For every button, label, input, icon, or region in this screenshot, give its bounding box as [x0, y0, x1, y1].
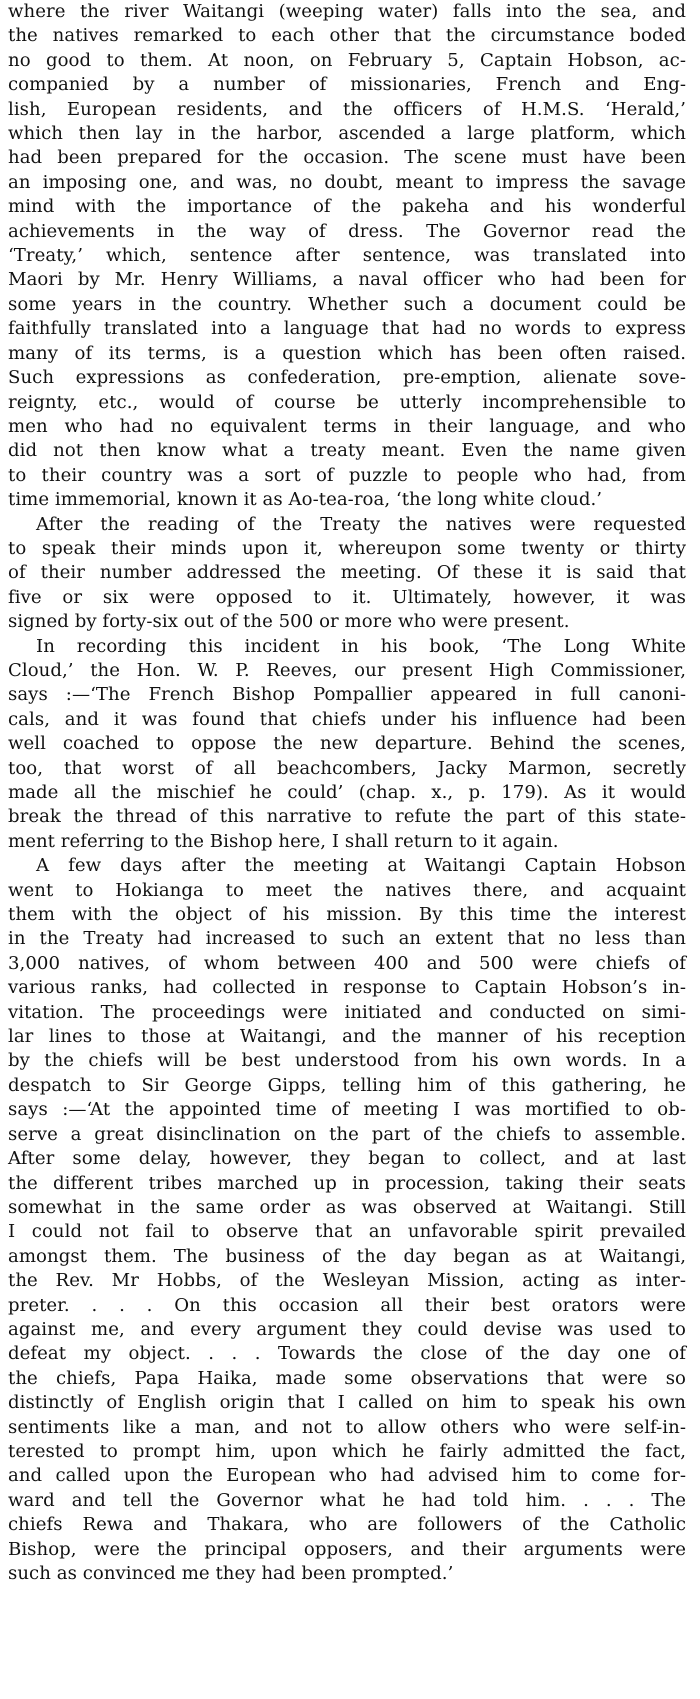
text-line: 3,000 natives, of whom between 400 and 500 were chiefs of [8, 952, 686, 974]
text-line: amongst them. The business of the day began as at Waitangi, [8, 1245, 686, 1267]
text-line: says :—‘At the appointed time of meeting I was mortified to ob- [8, 1099, 686, 1121]
text-line: Cloud,’ the Hon. W. P. Reeves, our present High Commissioner, [8, 659, 686, 681]
text-line: serve a great disinclination on the part of the chiefs to assemble. [8, 1123, 686, 1145]
paragraph-p2 [8, 513, 686, 635]
text-line: faithfully translated into a language that had no words to express [8, 318, 686, 340]
text-line: the different tribes marched up in procession, taking their seats [8, 1172, 686, 1194]
text-line: which then lay in the harbor, ascended a large platform, which [8, 123, 686, 145]
text-line: did not then know what a treaty meant. Even the name given [8, 440, 686, 462]
text-line: ‘Treaty,’ which, sentence after sentence, was translated into [8, 245, 686, 267]
text-line: by the chiefs will be best understood from his own words. In a [8, 1050, 686, 1072]
paragraph-p1 [8, 0, 686, 513]
text-line: I could not fail to observe that an unfavorable spirit prevailed [8, 1221, 686, 1243]
text-line: After some delay, however, they began to collect, and at last [8, 1148, 686, 1170]
text-line: to their country was a sort of puzzle to people who had, from [8, 464, 686, 486]
text-line: too, that worst of all beachcombers, Jacky Marmon, secretly [8, 757, 686, 779]
text-line: achievements in the way of dress. The Governor read the [8, 220, 686, 242]
text-line: A few days after the meeting at Waitangi Captain Hobson [36, 855, 686, 877]
text-line: terested to prompt him, upon which he fairly admitted the fact, [8, 1440, 686, 1462]
text-line: sentiments like a man, and not to allow others who were self-in- [8, 1416, 686, 1438]
text-line: made all the mischief he could’ (chap. x., p. 179). As it would [8, 782, 686, 803]
text-line: where the river Waitangi (weeping water) falls into the sea, and [8, 1, 686, 22]
text-line: of their number addressed the meeting. Of these it is said that [8, 562, 686, 584]
text-line: against me, and every argument they could devise was used to [8, 1318, 686, 1340]
text-line: Bishop, were the principal opposers, and their arguments were [8, 1538, 686, 1560]
text-line: chiefs Rewa and Thakara, who are followers of the Catholic [8, 1514, 686, 1536]
text-line: cals, and it was found that chiefs under his influence had been [8, 708, 686, 730]
text-line: somewhat in the same order as was observed at Waitangi. Still [8, 1196, 686, 1218]
text-line: signed by forty-six out of the 500 or more who were present. [8, 611, 570, 633]
text-line: the chiefs, Papa Haika, made some observations that were so [8, 1367, 686, 1389]
text-line: and called upon the European who had advised him to come for- [8, 1465, 686, 1487]
text-line: ward and tell the Governor what he had told him. . . . The [8, 1489, 686, 1511]
text-line: reignty, etc., would of course be utterly incomprehensible to [8, 391, 686, 413]
text-line: no good to them. At noon, on February 5, Captain Hobson, ac- [8, 49, 686, 71]
text-line: time immemorial, known it as Ao-tea-roa, ‘the long white cloud.’ [8, 489, 603, 511]
text-line: some years in the country. Whether such a document could be [8, 293, 686, 315]
text-line: distinctly of English origin that I called on him to speak his own [8, 1392, 686, 1414]
paragraph-p3 [8, 635, 686, 855]
text-line: mind with the importance of the pakeha and his wonderful [8, 196, 686, 218]
text-line: defeat my object. . . . Towards the close of the day one of [8, 1343, 686, 1365]
text-line: Such expressions as confederation, pre-emption, alienate sove- [8, 367, 686, 389]
text-line: preter. . . . On this occasion all their best orators were [8, 1294, 686, 1316]
text-line: ment referring to the Bishop here, I shall return to it again. [8, 830, 559, 852]
text-line: the natives remarked to each other that the circumstance boded [8, 25, 686, 47]
text-line: despatch to Sir George Gipps, telling him of this gathering, he [8, 1074, 686, 1096]
text-line: five or six were opposed to it. Ultimately, however, it was [8, 586, 686, 608]
text-line: the Rev. Mr Hobbs, of the Wesleyan Mission, acting as inter- [8, 1270, 686, 1292]
text-line: Maori by Mr. Henry Williams, a naval officer who had been for [8, 269, 686, 291]
paragraph-p4 [8, 854, 686, 1586]
text-line: break the thread of this narrative to refute the part of this state- [8, 806, 686, 828]
text-line: such as convinced me they had been prompted.’ [8, 1563, 454, 1584]
text-line: in the Treaty had increased to such an extent that no less than [8, 928, 686, 950]
text-line: In recording this incident in his book, ‘The Long White [36, 635, 686, 657]
text-line: vitation. The proceedings were initiated and conducted on simi- [8, 1001, 686, 1023]
text-line: many of its terms, is a question which has been often raised. [8, 342, 686, 364]
text-line: lish, European residents, and the officers of H.M.S. ‘Herald,’ [8, 98, 686, 120]
text-line: to speak their minds upon it, whereupon some twenty or thirty [8, 537, 686, 559]
text-line: went to Hokianga to meet the natives there, and acquaint [8, 879, 686, 901]
text-line: various ranks, had collected in response to Captain Hobson’s in- [8, 977, 686, 999]
text-line: had been prepared for the occasion. The scene must have been [8, 147, 686, 169]
text-line: companied by a number of missionaries, French and Eng- [8, 74, 686, 96]
text-line: them with the object of his mission. By this time the interest [8, 904, 686, 926]
text-line: an imposing one, and was, no doubt, meant to impress the savage [8, 171, 686, 193]
text-line: men who had no equivalent terms in their language, and who [8, 415, 686, 437]
text-line: lar lines to those at Waitangi, and the manner of his reception [8, 1026, 686, 1048]
text-line: well coached to oppose the new departure. Behind the scenes, [8, 733, 686, 755]
text-line: says :—‘The French Bishop Pompallier appeared in full canoni- [8, 684, 686, 706]
text-line: After the reading of the Treaty the natives were requested [36, 513, 686, 535]
